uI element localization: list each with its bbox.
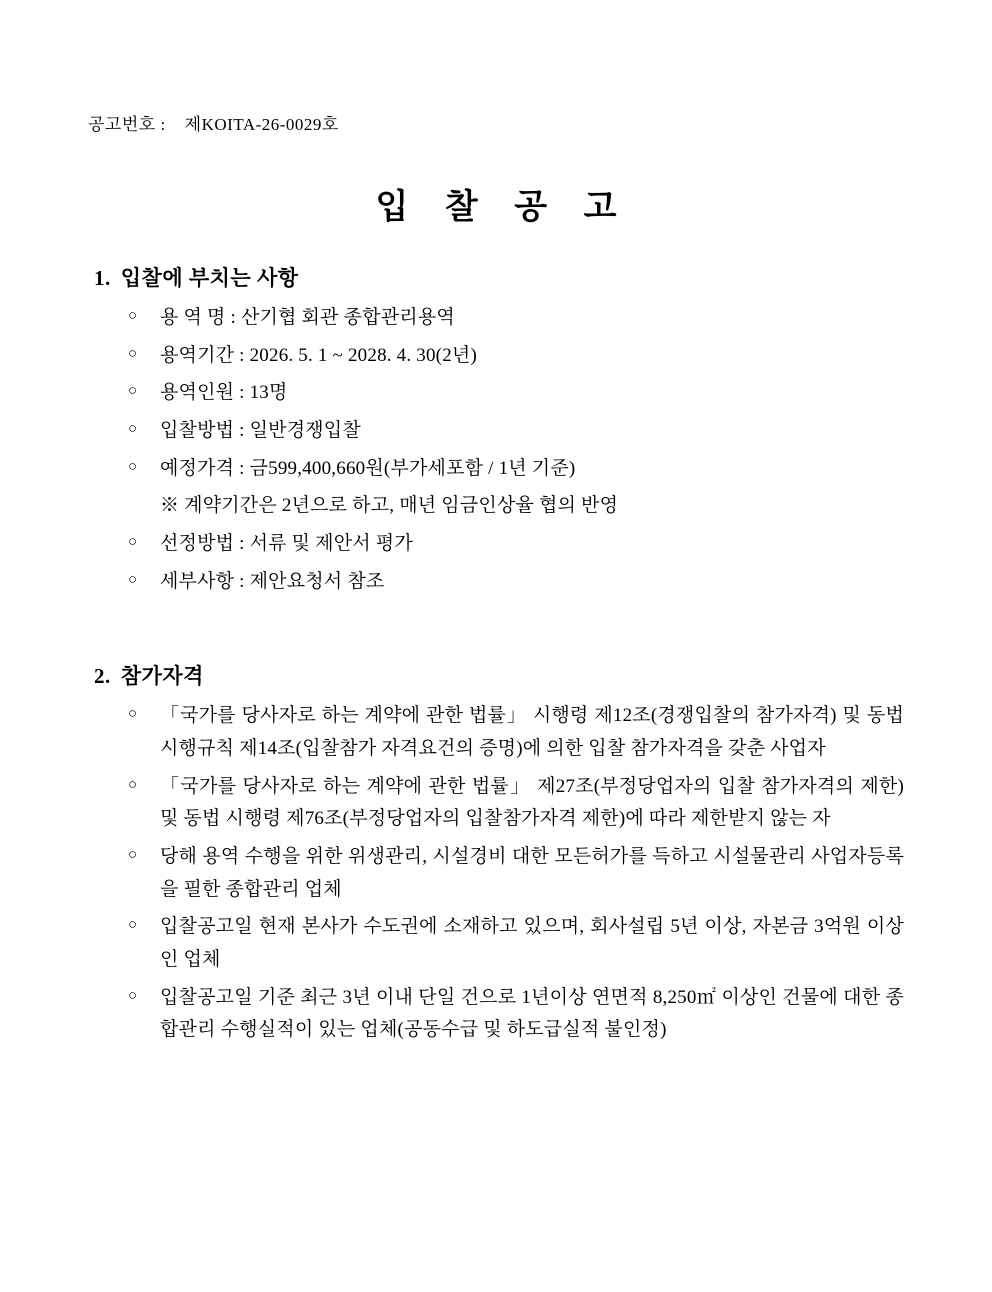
notice-number-label: 공고번호 : <box>88 115 166 134</box>
section-2-heading <box>88 660 904 690</box>
list-item: ○ 입찰공고일 기준 최근 3년 이내 단일 건으로 1년이상 연면적 8,250㎡ 이상인 건물에 대한 종합관리 수행실적이 있는 업체(공동수급 및 하도급실적 불인정) <box>126 982 904 1047</box>
list-item-note: ※ 계약기간은 2년으로 하고, 매년 임금인상율 협의 반영 <box>160 495 619 517</box>
list-item: ○ 입찰공고일 현재 본사가 수도권에 소재하고 있으며, 회사설립 5년 이상, 자본금 3억원 이상인 업체 <box>126 911 904 976</box>
section-qualifications <box>88 660 904 1047</box>
notice-number-value: 제KOITA-26-0029호 <box>184 115 339 134</box>
notice-number-line <box>88 110 904 135</box>
section-2-title: 참가자격 <box>120 664 204 689</box>
list-item: ○ 입찰방법 : 일반경쟁입찰 <box>126 415 904 448</box>
list-item: ○ 용 역 명 : 산기협 회관 종합관리용역 <box>126 302 904 335</box>
list-item: ○ 「국가를 당사자로 하는 계약에 관한 법률」 시행령 제12조(경쟁입찰의 참가자격) 및 동법 시행규칙 제14조(입찰참가 자격요건의 증명)에 의한 입찰 참가자격을 갖춘 사업자 <box>126 700 904 765</box>
section-2-list <box>88 700 904 1047</box>
list-item: ○ 「국가를 당사자로 하는 계약에 관한 법률」 제27조(부정당업자의 입찰 참가자격의 제한) 및 동법 시행령 제76조(부정당업자의 입찰참가자격 제한)에 따라 제한받지 않는 자 <box>126 771 904 836</box>
list-item: ○ 예정가격 : 금599,400,660원(부가세포함 / 1년 기준) <box>126 453 904 486</box>
list-item: ○ 당해 용역 수행을 위한 위생관리, 시설경비 대한 모든허가를 득하고 시설물관리 사업자등록을 필한 종합관리 업체 <box>126 841 904 906</box>
list-item: ○ 용역인원 : 13명 <box>126 377 904 410</box>
section-1-heading <box>88 262 904 292</box>
list-item: ○ 용역기간 : 2026. 5. 1 ~ 2028. 4. 30(2년) <box>126 340 904 373</box>
list-item: ○ 세부사항 : 제안요청서 참조 <box>126 566 904 599</box>
page-title: 입 찰 공 고 <box>375 189 631 226</box>
list-item: ○ 선정방법 : 서류 및 제안서 평가 <box>126 528 904 561</box>
section-1-title: 입찰에 부치는 사항 <box>120 266 299 290</box>
section-1-list <box>88 302 904 598</box>
section-2-number: 2. <box>94 664 111 689</box>
section-1-number: 1. <box>94 266 111 290</box>
section-bid-subject <box>88 262 904 598</box>
